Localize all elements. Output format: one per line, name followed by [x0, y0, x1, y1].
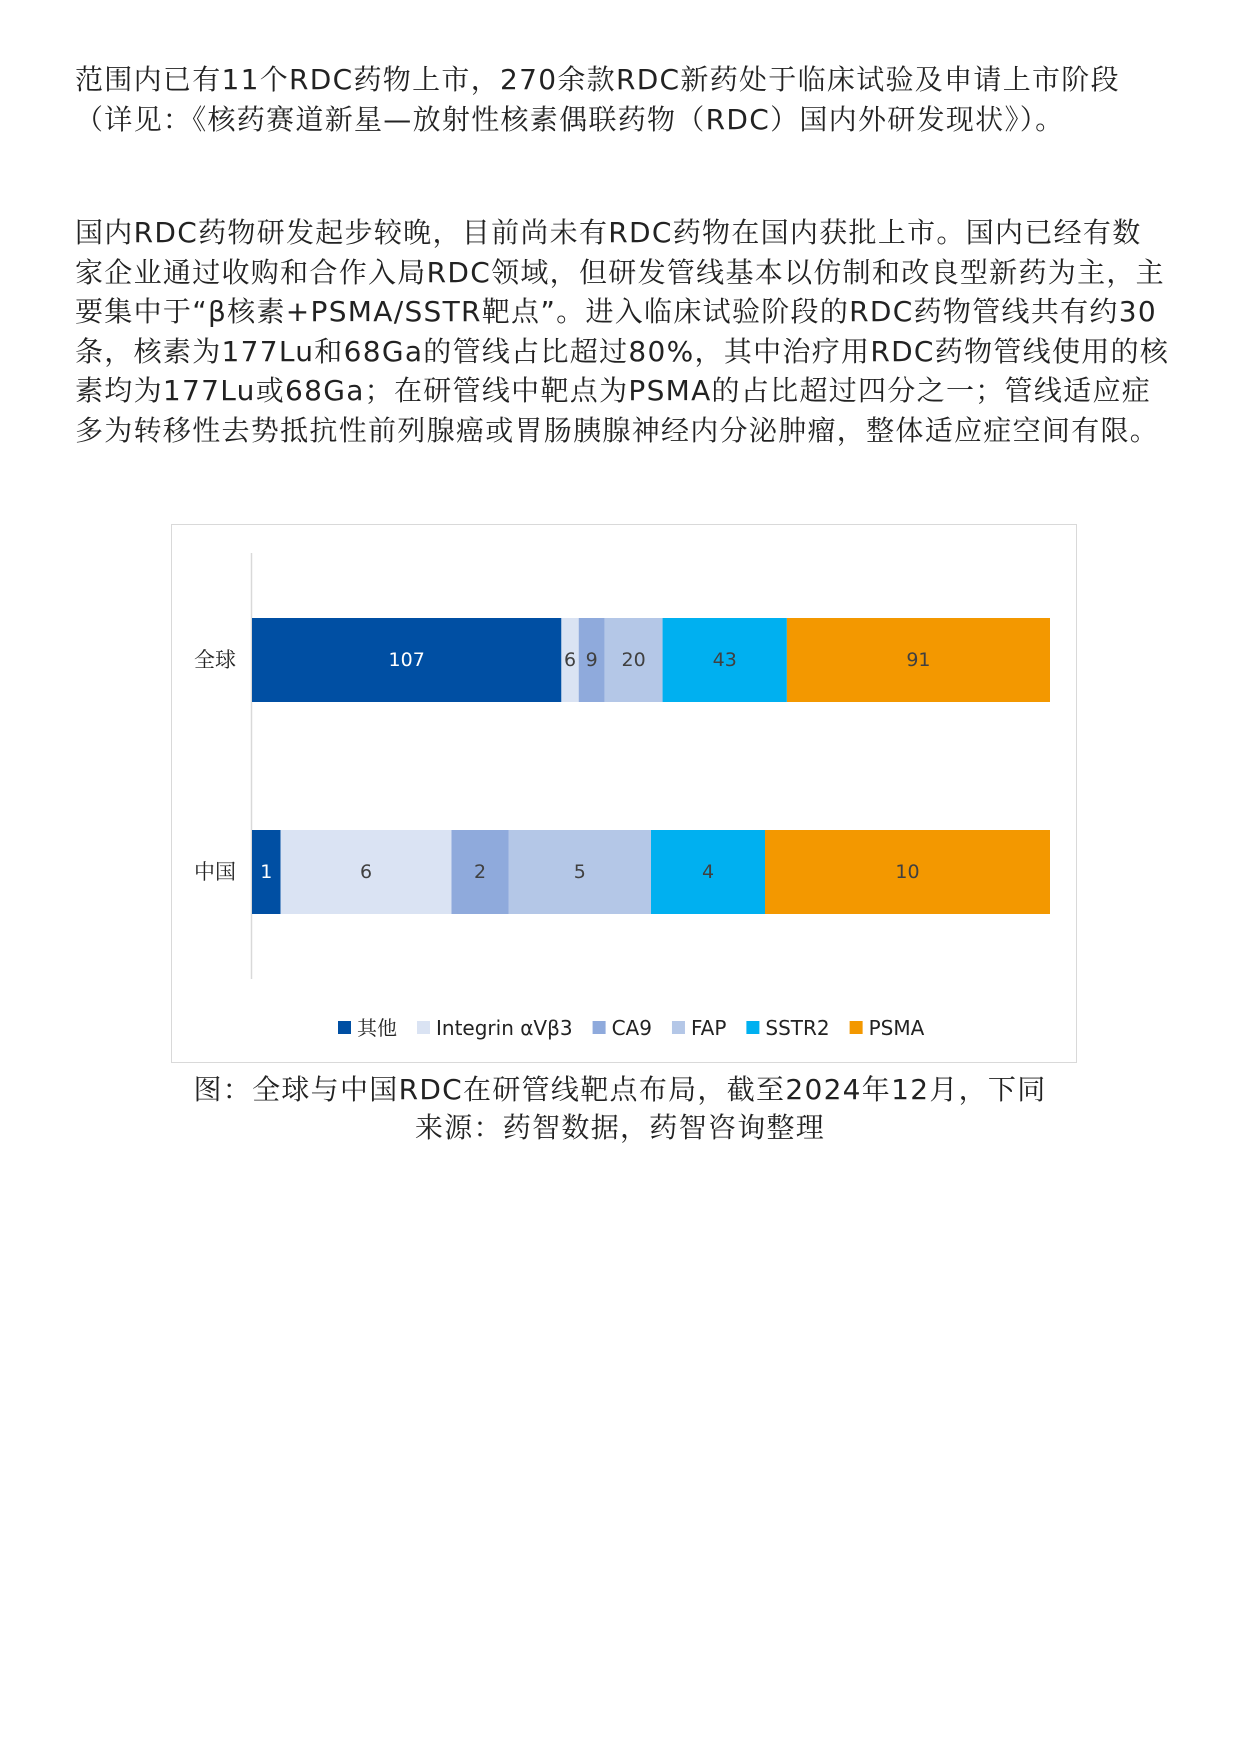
figure-caption: 图：全球与中国RDC在研管线靶点布局，截至2024年12月，下同	[193, 1073, 1047, 1106]
data-label: 6	[359, 861, 373, 883]
data-label: 20	[621, 649, 646, 671]
data-label: 2	[473, 861, 487, 883]
data-label: 10	[895, 861, 920, 883]
data-label: 5	[573, 861, 586, 883]
legend-label: FAP	[690, 1016, 727, 1040]
legend-swatch	[338, 1021, 351, 1034]
data-label: 43	[712, 649, 737, 671]
category-label: 全球	[194, 648, 236, 672]
legend-label: PSMA	[868, 1016, 925, 1040]
legend-swatch	[746, 1021, 759, 1034]
paragraph-2: 国内RDC药物研发起步较晚，目前尚未有RDC药物在国内获批上市。国内已经有数家企业通过收购和合作入局RDC领域，但研发管线基本以仿制和改良型新药为主，主要集中于“β核素+PSMA/SSTR靶点”。进入临床试验阶段的RDC药物管线共有约30条，核素为177Lu和68Ga的管线占比超过80%，其中治疗用RDC药物管线使用的核素均为177Lu或68Ga；在研管线中靶点为PSMA的占比超过四分之一；管线适应症多为转移性去势抵抗性前列腺癌或胃肠胰腺神经内分泌肿瘤，整体适应症空间有限。	[75, 216, 1170, 447]
data-label: 4	[701, 861, 715, 883]
legend-label: Integrin αVβ3	[436, 1016, 573, 1040]
data-label: 9	[585, 649, 598, 671]
legend-label: CA9	[611, 1016, 652, 1040]
figure-source: 来源：药智数据，药智咨询整理	[414, 1111, 826, 1144]
data-label: 6	[563, 649, 577, 671]
data-label: 107	[388, 649, 425, 671]
legend-swatch	[672, 1021, 685, 1034]
legend-label: 其他	[357, 1016, 397, 1040]
legend-swatch	[417, 1021, 430, 1034]
data-label: 91	[906, 649, 931, 671]
paragraph-1: 范围内已有11个RDC药物上市，270余款RDC新药处于临床试验及申请上市阶段（详见：《核药赛道新星—放射性核素偶联药物（RDC）国内外研发现状》）。	[75, 63, 1120, 136]
chart-frame	[171, 524, 1077, 1063]
legend-label: SSTR2	[765, 1016, 830, 1040]
legend-swatch	[593, 1021, 606, 1034]
category-label: 中国	[194, 860, 236, 884]
data-label: 1	[260, 861, 273, 883]
legend-swatch	[850, 1021, 863, 1034]
stacked-bar-chart	[172, 525, 1078, 1064]
